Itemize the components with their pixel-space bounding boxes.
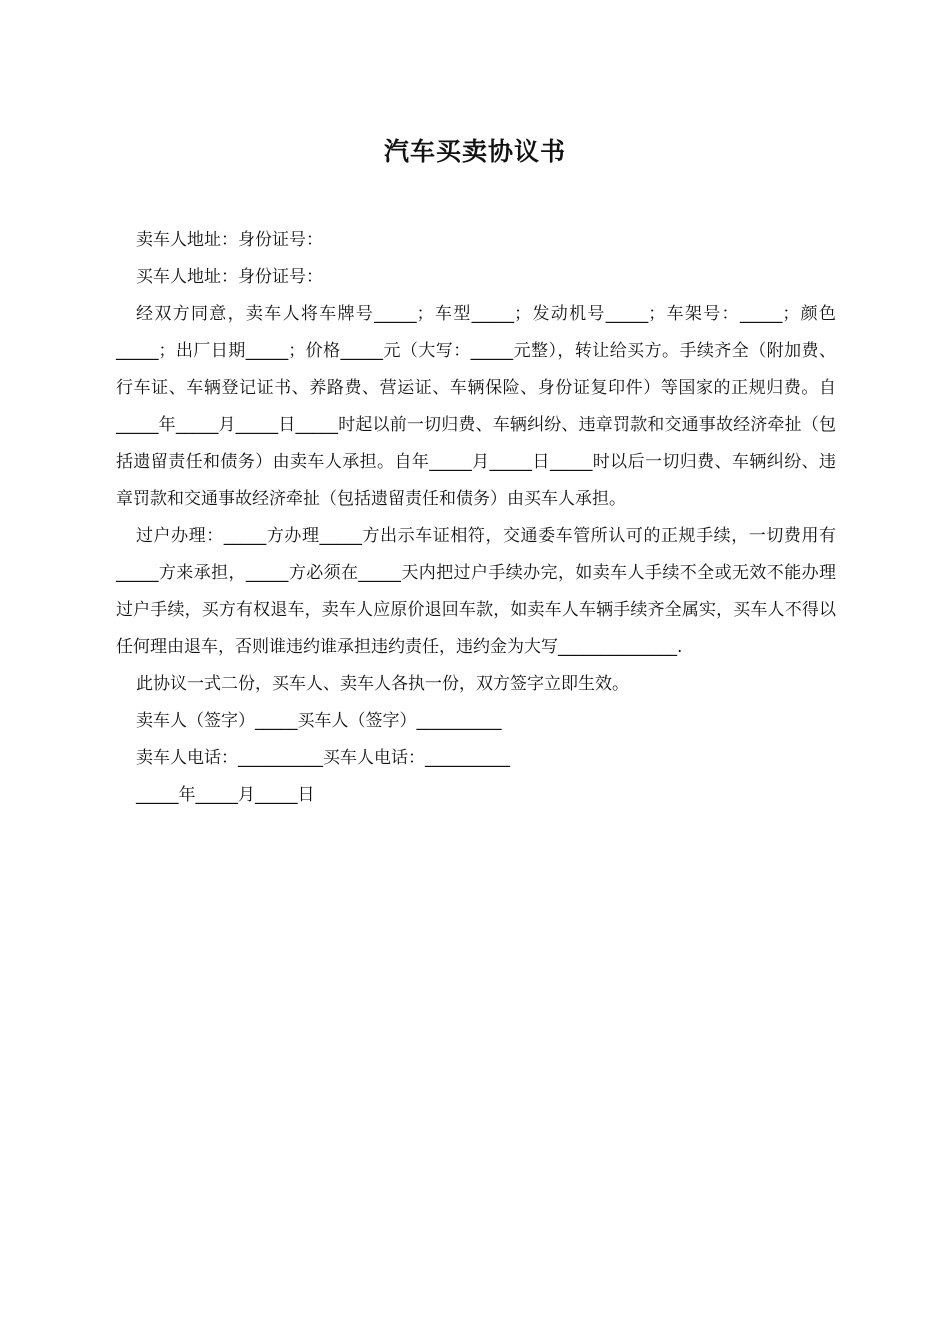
- registration-transfer-paragraph: 过户办理：_____方办理_____方出示车证相符，交通委车管所认可的正规手续，一切费用有_____方来承担，_____方必须在_____天内把过户手续办完，如卖车人手续不全或无效不能办理过户手续，买方有权退车，卖车人应原价退回车款，如卖车人车辆手续齐全属实，买车人不得以任何理由退车，否则谁违约谁承担违约责任，违约金为大写______________.: [116, 526, 836, 657]
- date-line: _____年_____月_____日: [136, 785, 315, 805]
- buyer-address-line: 买车人地址：身份证号：: [136, 267, 323, 287]
- transfer-terms-paragraph: 经双方同意，卖车人将车牌号_____；车型_____；发动机号_____；车架号：_____；颜色_____；出厂日期_____；价格_____元（大写：_____元整），转让给买方。手续齐全（附加费、行车证、车辆登记证书、养路费、营运证、车辆保险、身份证复印件）等国家的正规归费。自_____年_____月_____日_____时起以前一切归费、车辆纠纷、违章罚款和交通事故经济牵扯（包括遗留责任和债务）由卖车人承担。自年_____月_____日_____时以后一切归费、车辆纠纷、违章罚款和交通事故经济牵扯（包括遗留责任和债务）由买车人承担。: [116, 304, 836, 509]
- document-body: [116, 222, 836, 814]
- copies-clause: 此协议一式二份，买车人、卖车人各执一份，双方签字立即生效。: [136, 674, 629, 694]
- document-title: 汽车买卖协议书: [383, 137, 566, 166]
- phone-line: 卖车人电话：__________买车人电话：__________: [136, 748, 510, 768]
- signature-line: 卖车人（签字）_____买车人（签字）__________: [136, 711, 502, 731]
- seller-address-line: 卖车人地址：身份证号：: [136, 230, 323, 250]
